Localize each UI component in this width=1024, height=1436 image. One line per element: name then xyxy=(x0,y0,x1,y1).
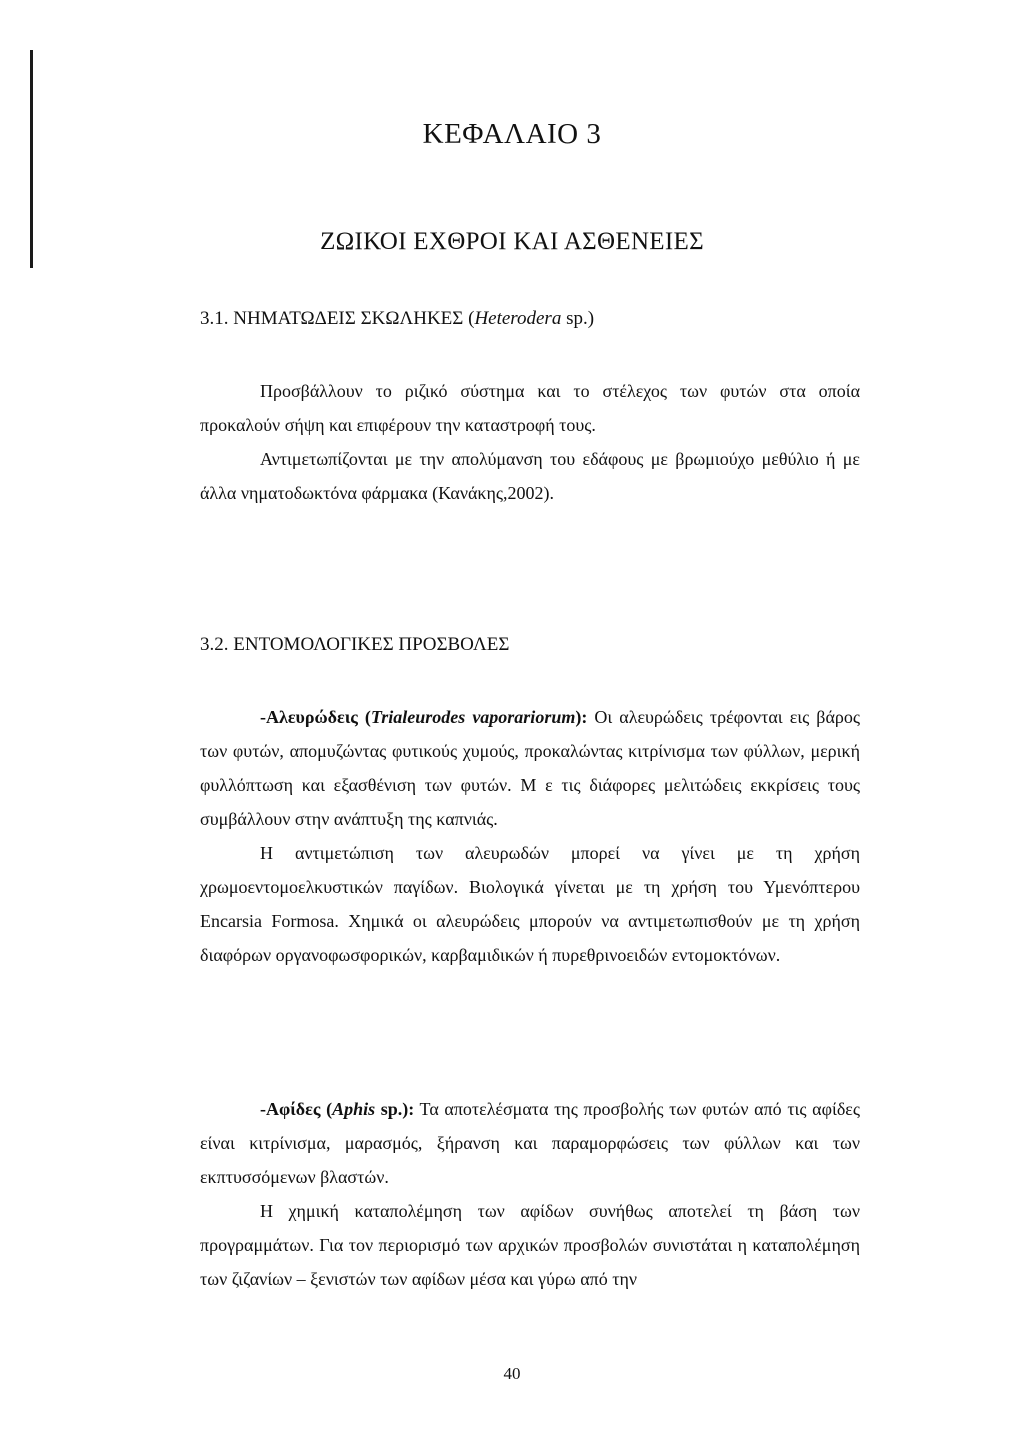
whitefly-section xyxy=(200,700,860,972)
whitefly-label: -Αλευρώδεις (Trialeurodes vaporariorum): xyxy=(260,707,588,727)
chapter-title: ΖΩΙΚΟΙ ΕΧΘΡΟΙ ΚΑΙ ΑΣΘΕΝΕΙΕΣ xyxy=(320,228,704,255)
section-3-1-body xyxy=(200,374,860,510)
chapter-number: ΚΕΦΑΛΑΙΟ 3 xyxy=(422,118,602,150)
aphids-section xyxy=(200,1092,860,1296)
whitefly-paragraph-1: -Αλευρώδεις (Trialeurodes vaporariorum): Οι αλευρώδεις τρέφονται εις βάρος των φυτών, απομυζώντας φυτικούς χυμούς, προκαλώντας κιτρίνισμα των φύλλων, μερική φυλλόπτωση και εξασθένιση των φυτών. Μ ε τις διάφορες μελιτώδεις εκκρίσεις τους συμβάλλουν στην ανάπτυξη της καπνιάς. xyxy=(200,707,860,829)
aphids-paragraph-1: -Αφίδες (Aphis sp.): Τα αποτελέσματα της προσβολής των φυτών από τις αφίδες είναι κιτρίνισμα, μαρασμός, ξήρανση και παραμορφώσεις των φύλλων και των εκπτυσσόμενων βλαστών. xyxy=(200,1099,860,1187)
section-3-1-paragraph-1: Προσβάλλουν το ριζικό σύστημα και το στέλεχος των φυτών στα οποία προκαλούν σήψη και επιφέρουν την καταστροφή τους. xyxy=(200,381,860,435)
aphids-paragraph-2: Η χημική καταπολέμηση των αφίδων συνήθως αποτελεί τη βάση των προγραμμάτων. Για τον περιορισμό των αρχικών προσβολών συνιστάται η καταπολέμηση των ζιζανίων – ξενιστών των αφίδων μέσα και γύρω από την xyxy=(200,1201,860,1289)
page-number: 40 xyxy=(503,1364,521,1383)
section-3-2-heading: 3.2. ΕΝΤΟΜΟΛΟΓΙΚΕΣ ΠΡΟΣΒΟΛΕΣ xyxy=(200,634,510,655)
aphids-label: -Αφίδες (Aphis sp.): xyxy=(260,1099,415,1119)
section-3-1-heading: 3.1. ΝΗΜΑΤΩΔΕΙΣ ΣΚΩΛΗΚΕΣ (Heterodera sp.) xyxy=(200,308,595,329)
section-3-1-paragraph-2: Αντιμετωπίζονται με την απολύμανση του εδάφους με βρωμιούχο μεθύλιο ή με άλλα νηματοδωκτόνα φάρμακα (Κανάκης,2002). xyxy=(200,449,860,503)
whitefly-paragraph-2: Η αντιμετώπιση των αλευρωδών μπορεί να γίνει με τη χρήση χρωμοεντομοελκυστικών παγίδων. Βιολογικά γίνεται με τη χρήση του Υμενόπτερου Encarsia Formosa. Χημικά οι αλευρώδεις μπορούν να αντιμετωπισθούν με τη χρήση διαφόρων οργανοφωσφορικών, καρβαμιδικών ή πυρεθρινοειδών εντομοκτόνων. xyxy=(200,843,860,965)
